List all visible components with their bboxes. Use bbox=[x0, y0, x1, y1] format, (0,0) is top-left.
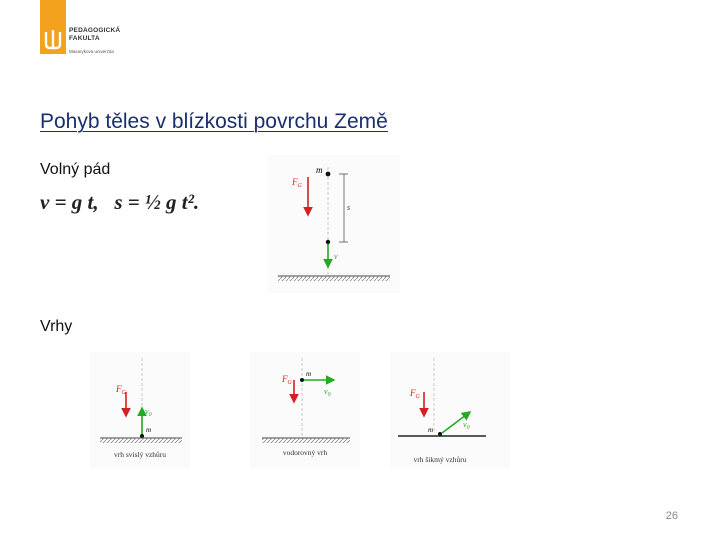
section-projectiles: Vrhy bbox=[40, 318, 73, 335]
logo-text bbox=[69, 27, 120, 42]
ground bbox=[278, 276, 390, 281]
velocity-label: $v_0$ bbox=[463, 420, 470, 431]
page-number: 26 bbox=[665, 510, 678, 522]
mass-label: m bbox=[316, 165, 323, 175]
figure-caption: vodorovný vrh bbox=[282, 448, 328, 457]
faculty-logo bbox=[38, 0, 138, 60]
ground bbox=[262, 438, 350, 443]
force-label: $F_G$ bbox=[116, 384, 126, 396]
force-label: $F_G$ bbox=[410, 388, 420, 400]
vertical-throw-figure bbox=[90, 352, 190, 468]
logo-mark-icon bbox=[40, 0, 66, 54]
distance-label: s bbox=[347, 203, 351, 212]
mass-label: m bbox=[146, 426, 152, 434]
horizontal-throw-figure bbox=[250, 352, 360, 468]
mass-label: m bbox=[306, 370, 312, 378]
velocity-label: $v_0$ bbox=[145, 407, 152, 418]
figure-caption: vrh šikmý vzhůru bbox=[413, 455, 467, 464]
logo-line-1: PEDAGOGICKÁ bbox=[69, 27, 121, 34]
free-fall-figure bbox=[268, 155, 400, 293]
velocity-label: $v_0$ bbox=[324, 387, 331, 398]
mass-point bbox=[326, 172, 331, 177]
mass-label: m bbox=[428, 426, 434, 434]
velocity-label: v bbox=[334, 252, 338, 261]
force-label: $F_G$ bbox=[292, 177, 302, 189]
ground bbox=[100, 438, 182, 443]
logo-line-2: FAKULTA bbox=[69, 34, 100, 42]
figure-caption: vrh svislý vzhůru bbox=[113, 450, 167, 459]
section-free-fall: Volný pád bbox=[40, 161, 111, 178]
force-label: $F_G$ bbox=[282, 374, 292, 386]
slide-title: Pohyb těles v blízkosti povrchu Země bbox=[40, 110, 388, 133]
logo-university: Masarykova univerzita bbox=[69, 49, 114, 54]
free-fall-formula: v = g t, s = ½ g t². bbox=[40, 190, 200, 214]
oblique-throw-figure bbox=[390, 352, 510, 468]
